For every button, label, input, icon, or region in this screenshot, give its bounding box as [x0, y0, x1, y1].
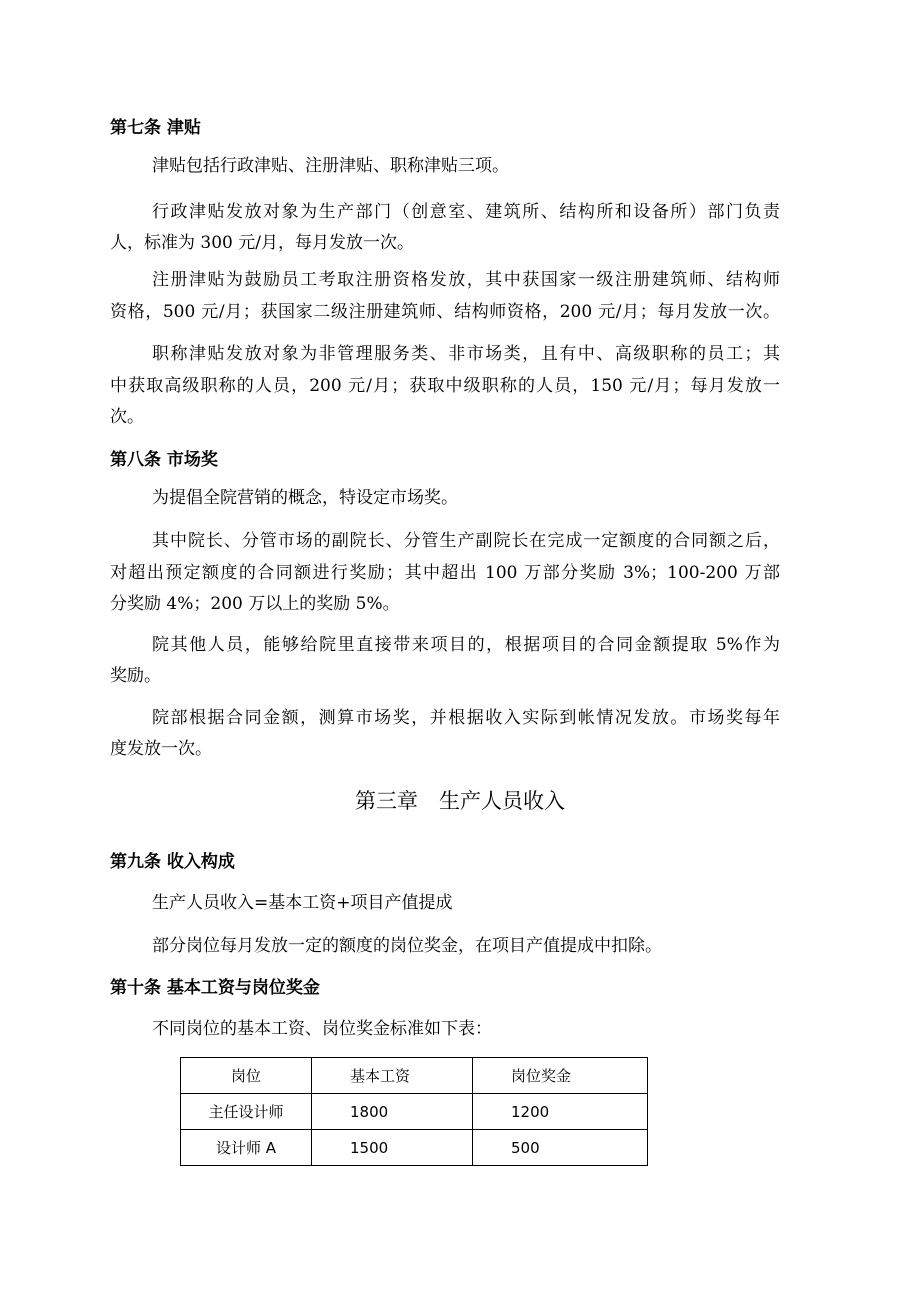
- table-header-cell: 岗位奖金: [473, 1058, 648, 1094]
- article-7-para-2-line-2: 人，标准为 300 元/月，每月发放一次。: [110, 233, 414, 253]
- table-row: [181, 1094, 648, 1130]
- article-9-title: 第九条 收入构成: [110, 852, 235, 872]
- article-10-title: 第十条 基本工资与岗位奖金: [110, 978, 320, 998]
- article-9-para-1: 生产人员收入=基本工资+项目产值提成: [152, 893, 453, 913]
- article-7-title: 第七条 津贴: [110, 118, 201, 138]
- article-7-para-2-line-1: 行政津贴发放对象为生产部门（创意室、建筑所、结构所和设备所）部门负责: [152, 202, 780, 222]
- article-7-para-4-line-2: 中获取高级职称的人员，200 元/月；获取中级职称的人员，150 元/月；每月发放一: [110, 376, 780, 396]
- article-8-para-1: 为提倡全院营销的概念，特设定市场奖。: [152, 488, 458, 508]
- table-cell-position: 主任设计师: [181, 1094, 312, 1130]
- article-7-para-4-line-3: 次。: [110, 407, 144, 427]
- article-7-para-4-line-1: 职称津贴发放对象为非管理服务类、非市场类，且有中、高级职称的员工；其: [152, 344, 780, 364]
- article-7-para-3-line-1: 注册津贴为鼓励员工考取注册资格发放，其中获国家一级注册建筑师、结构师: [152, 270, 780, 290]
- article-7-para-3-line-2: 资格，500 元/月；获国家二级注册建筑师、结构师资格，200 元/月；每月发放一次。: [110, 302, 780, 322]
- table-cell-bonus: 1200: [473, 1094, 648, 1130]
- table-row: [181, 1130, 648, 1166]
- article-10-para-1: 不同岗位的基本工资、岗位奖金标准如下表：: [152, 1019, 492, 1039]
- article-8-para-2-line-1: 其中院长、分管市场的副院长、分管生产副院长在完成一定额度的合同额之后，: [152, 531, 780, 551]
- table-cell-position: 设计师 A: [181, 1130, 312, 1166]
- table-cell-base-salary: 1800: [312, 1094, 473, 1130]
- article-8-para-2-line-2: 对超出预定额度的合同额进行奖励；其中超出 100 万部分奖励 3%；100-200 万部: [110, 563, 780, 583]
- table-cell-base-salary: 1500: [312, 1130, 473, 1166]
- chapter-heading: 第三章 生产人员收入: [355, 789, 565, 813]
- table-header-cell: 基本工资: [312, 1058, 473, 1094]
- article-8-para-3-line-1: 院其他人员，能够给院里直接带来项目的，根据项目的合同金额提取 5%作为: [152, 635, 780, 655]
- article-8-title: 第八条 市场奖: [110, 450, 218, 470]
- salary-table: [180, 1057, 648, 1166]
- article-8-para-3-line-2: 奖励。: [110, 666, 161, 686]
- article-7-para-1: 津贴包括行政津贴、注册津贴、职称津贴三项。: [152, 156, 509, 176]
- table-cell-bonus: 500: [473, 1130, 648, 1166]
- article-8-para-4-line-1: 院部根据合同金额，测算市场奖，并根据收入实际到帐情况发放。市场奖每年: [152, 708, 780, 728]
- article-8-para-2-line-3: 分奖励 4%；200 万以上的奖励 5%。: [110, 594, 400, 614]
- article-8-para-4-line-2: 度发放一次。: [110, 739, 212, 759]
- table-header-row: [181, 1058, 648, 1094]
- article-9-para-2: 部分岗位每月发放一定的额度的岗位奖金，在项目产值提成中扣除。: [152, 936, 662, 956]
- table-header-cell: 岗位: [181, 1058, 312, 1094]
